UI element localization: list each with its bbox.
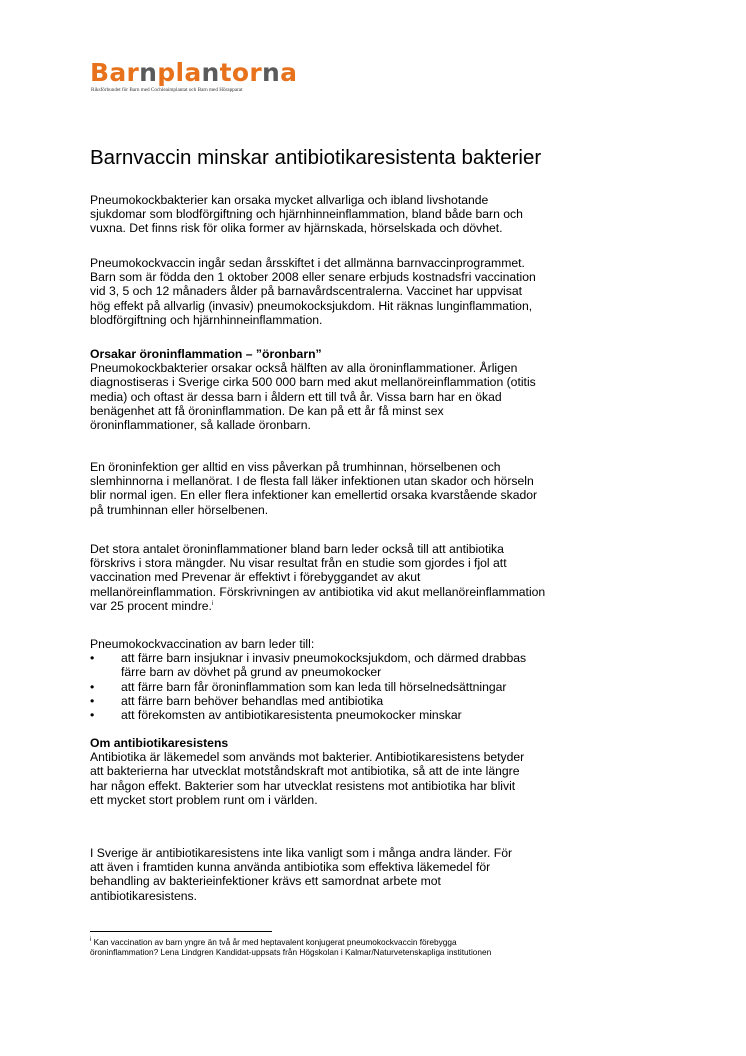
bullet-icon: • xyxy=(90,708,95,723)
footnote-marker: i xyxy=(211,600,214,607)
text-line: antibiotikaresistens. xyxy=(90,888,198,903)
footnote-line: $^i$ Kan vaccination av barn yngre än två år med heptavalent konjugerat pneumokockvaccin förebygga xyxy=(90,937,457,947)
intro-paragraph-1 xyxy=(90,193,650,236)
text-line: media) och oftast är dessa barn i åldern ett till två år. Vissa barn har en ökad xyxy=(90,389,502,404)
footnote-line: öroninflammation? Lena Lindgren Kandidat-uppsats från Högskolan i Kalmar/Naturvetenskapliga institutionen xyxy=(90,947,492,957)
list-intro: Pneumokockvaccination av barn leder till: xyxy=(90,637,315,651)
section-oronbarn xyxy=(90,347,650,432)
text-line: benägenhet att få öroninflammation. De kan på ett år få minst sex xyxy=(90,403,444,418)
text-line: behandling av bakterieinfektioner krävs ett samordnat arbete mot xyxy=(90,874,441,889)
text-line: att färre barn behöver behandlas med antibiotika xyxy=(121,693,384,708)
text-line: förskrivs i stora mängder. Nu visar resultat från en studie som gjordes i fjol att xyxy=(90,556,507,571)
footnote-marker: i xyxy=(90,937,92,944)
text-line: har någon effekt. Bakterier som har utvecklat resistens mot antibiotika har blivit xyxy=(90,778,516,793)
text-line: att även i framtiden kunna använda antibiotika som effektiva läkemedel för xyxy=(90,860,491,875)
vaccination-benefits xyxy=(90,637,650,722)
intro-paragraph-2 xyxy=(90,256,650,327)
section-antibiotikaresistens-paragraph-2 xyxy=(90,846,650,903)
text-line: Pneumokockvaccin ingår sedan årsskiftet i det allmänna barnvaccinprogrammet. xyxy=(90,256,525,270)
text-line: En öroninfektion ger alltid en viss påverkan på trumhinnan, hörselbenen och xyxy=(90,460,501,474)
text-line: att bakterierna har utvecklat motståndskraft mot antibiotika, så att de inte längre xyxy=(90,764,520,779)
section-oronbarn-paragraph-2 xyxy=(90,460,650,517)
logo-tagline: Riksförbundet för Barn med Cochleaimplantat och Barn med Hörapparat xyxy=(91,87,243,93)
text-line: vuxna. Det finns risk för olika former av hjärnskada, hörselskada och dövhet. xyxy=(90,221,503,236)
section-heading: Om antibiotikaresistens xyxy=(90,736,229,750)
text-line: vid 3, 5 och 12 månaders ålder på barnavårdscentralerna. Vaccinet har uppvisat xyxy=(90,284,523,299)
text-line: färre barn av dövhet på grund av pneumokocker xyxy=(121,665,382,680)
text-line: slemhinnorna i mellanörat. I de flesta fall läker infektionen utan skador och hörseln xyxy=(90,474,534,489)
text-line: hög effekt på allvarlig (invasiv) pneumokocksjukdom. Hit räknas lunginflammation, xyxy=(90,298,533,313)
text-line: Det stora antalet öroninflammationer bland barn leder också till att antibiotika xyxy=(90,542,504,556)
bullet-icon: • xyxy=(90,679,95,694)
text-line: Pneumokockbakterier orsakar också hälften av alla öroninflammationer. Årligen xyxy=(90,361,518,376)
text-line: sjukdomar som blodförgiftning och hjärnhinneinflammation, bland både barn och xyxy=(90,207,523,222)
text-line: mellanöreinflammation. Förskrivningen av antibiotika vid akut mellanöreinflammation xyxy=(90,584,546,599)
text-line: I Sverige är antibiotikaresistens inte lika vanligt som i många andra länder. För xyxy=(90,846,513,860)
list-item xyxy=(90,694,650,708)
page-title: Barnvaccin minskar antibiotikaresistenta bakterier xyxy=(90,146,542,169)
text-line: Antibiotika är läkemedel som används mot bakterier. Antibiotikaresistens betyder xyxy=(90,750,525,765)
text-line: blodförgiftning och hjärnhinneinflammation. xyxy=(90,312,323,327)
bullet-icon: • xyxy=(90,693,95,708)
list-item xyxy=(90,708,650,722)
text-line: Pneumokockbakterier kan orsaka mycket allvarliga och ibland livshotande xyxy=(90,193,489,207)
text-line: vaccination med Prevenar är effektivt i förebyggandet av akut xyxy=(90,570,421,585)
list-item xyxy=(90,651,650,679)
text-line: ett mycket stort problem runt om i världen. xyxy=(90,792,318,807)
bullet-icon: • xyxy=(90,651,95,666)
text-line: att förekomsten av antibiotikaresistenta pneumokocker minskar xyxy=(121,708,462,723)
logo-wordmark: Barnplantorna xyxy=(90,58,298,87)
text-line: på trumhinnan eller hörselbenen. xyxy=(90,502,269,517)
text-line: var 25 procent mindre.$^i$ xyxy=(90,598,214,613)
benefits-list xyxy=(90,651,650,722)
logo xyxy=(90,58,297,93)
text-line: Barn som är födda den 1 oktober 2008 eller senare erbjuds kostnadsfri vaccination xyxy=(90,270,536,285)
text-line: att färre barn får öroninflammation som kan leda till hörselnedsättningar xyxy=(121,679,507,694)
text-line: öroninflammationer, så kallade öronbarn. xyxy=(90,418,311,433)
footnote xyxy=(90,937,491,957)
list-item xyxy=(90,680,650,694)
section-heading: Orsakar öroninflammation – ”öronbarn” xyxy=(90,347,322,361)
footnote-divider xyxy=(90,931,272,932)
section-oronbarn-paragraph-3 xyxy=(90,542,650,613)
text-line: diagnostiseras i Sverige cirka 500 000 barn med akut mellanöreinflammation (otitis xyxy=(90,375,536,390)
text-line: att färre barn insjuknar i invasiv pneumokocksjukdom, och därmed drabbas xyxy=(121,651,527,666)
section-antibiotikaresistens xyxy=(90,736,650,807)
text-line: blir normal igen. En eller flera infektioner kan emellertid orsaka kvarstående skador xyxy=(90,488,538,503)
